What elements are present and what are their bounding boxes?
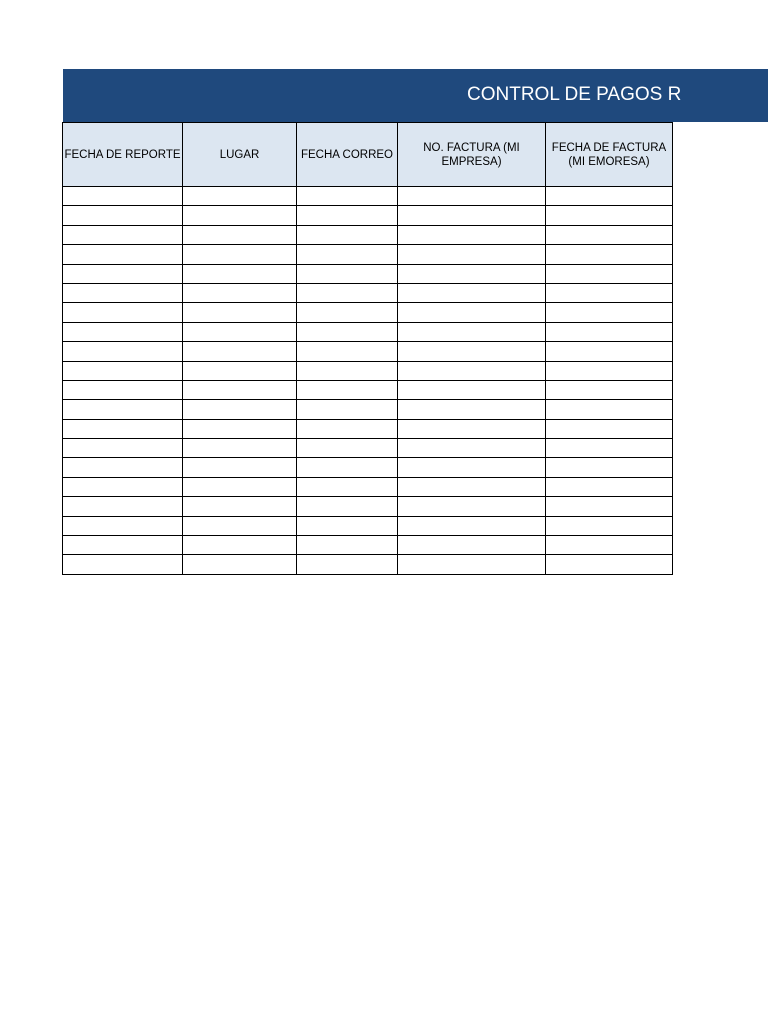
table-cell[interactable]	[63, 187, 183, 206]
table-row	[63, 458, 673, 477]
table-cell[interactable]	[183, 380, 297, 399]
table-cell[interactable]	[546, 555, 673, 574]
header-fecha-factura[interactable]: FECHA DE FACTURA (MI EMORESA)	[546, 123, 673, 187]
table-cell[interactable]	[297, 439, 398, 458]
table-cell[interactable]	[63, 555, 183, 574]
table-cell[interactable]	[63, 245, 183, 264]
table-cell[interactable]	[297, 400, 398, 419]
table-cell[interactable]	[546, 458, 673, 477]
table-cell[interactable]	[297, 361, 398, 380]
table-cell[interactable]	[63, 361, 183, 380]
table-cell[interactable]	[297, 497, 398, 516]
table-cell[interactable]	[546, 187, 673, 206]
table-cell[interactable]	[398, 187, 546, 206]
table-cell[interactable]	[546, 380, 673, 399]
table-cell[interactable]	[63, 497, 183, 516]
table-row	[63, 439, 673, 458]
table-cell[interactable]	[546, 303, 673, 322]
table-cell[interactable]	[63, 303, 183, 322]
table-row	[63, 303, 673, 322]
table-row	[63, 477, 673, 496]
table-cell[interactable]	[398, 516, 546, 535]
table-cell[interactable]	[546, 400, 673, 419]
table-cell[interactable]	[183, 477, 297, 496]
table-cell[interactable]	[63, 536, 183, 555]
table-cell[interactable]	[183, 419, 297, 438]
table-row	[63, 206, 673, 225]
table-cell[interactable]	[398, 283, 546, 302]
table-cell[interactable]	[297, 264, 398, 283]
title-banner	[63, 69, 768, 122]
table-cell[interactable]	[183, 497, 297, 516]
table-row	[63, 264, 673, 283]
table-cell[interactable]	[398, 245, 546, 264]
table-cell[interactable]	[546, 419, 673, 438]
table-cell[interactable]	[63, 322, 183, 341]
table-cell[interactable]	[183, 303, 297, 322]
table-cell[interactable]	[297, 187, 398, 206]
table-cell[interactable]	[63, 225, 183, 244]
table-row	[63, 225, 673, 244]
table-cell[interactable]	[63, 264, 183, 283]
table-cell[interactable]	[183, 264, 297, 283]
table-row	[63, 419, 673, 438]
table-cell[interactable]	[297, 245, 398, 264]
table-cell[interactable]	[546, 342, 673, 361]
table-row	[63, 361, 673, 380]
table-cell[interactable]	[183, 187, 297, 206]
table-cell[interactable]	[297, 419, 398, 438]
table-row	[63, 283, 673, 302]
table-cell[interactable]	[297, 380, 398, 399]
table-cell[interactable]	[398, 342, 546, 361]
table-cell[interactable]	[398, 322, 546, 341]
table-cell[interactable]	[297, 536, 398, 555]
table-row	[63, 536, 673, 555]
table-cell[interactable]	[398, 458, 546, 477]
table-row	[63, 380, 673, 399]
table-cell[interactable]	[183, 516, 297, 535]
header-row	[63, 123, 673, 187]
table-cell[interactable]	[546, 497, 673, 516]
table-cell[interactable]	[63, 283, 183, 302]
table-row	[63, 555, 673, 574]
table-cell[interactable]	[398, 225, 546, 244]
table-row	[63, 516, 673, 535]
table-cell[interactable]	[183, 225, 297, 244]
table-cell[interactable]	[398, 303, 546, 322]
table-cell[interactable]	[183, 245, 297, 264]
table-cell[interactable]	[398, 477, 546, 496]
table-cell[interactable]	[546, 439, 673, 458]
table-cell[interactable]	[183, 283, 297, 302]
header-lugar[interactable]: LUGAR	[183, 123, 297, 187]
table-cell[interactable]	[297, 516, 398, 535]
table-cell[interactable]	[398, 361, 546, 380]
table-cell[interactable]	[63, 458, 183, 477]
header-no-factura[interactable]: NO. FACTURA (MI EMPRESA)	[398, 123, 546, 187]
table-cell[interactable]	[297, 303, 398, 322]
table-cell[interactable]	[183, 458, 297, 477]
table-row	[63, 400, 673, 419]
table-cell[interactable]	[63, 400, 183, 419]
table-cell[interactable]	[398, 206, 546, 225]
table-cell[interactable]	[546, 477, 673, 496]
table-cell[interactable]	[297, 206, 398, 225]
table-cell[interactable]	[183, 536, 297, 555]
table-cell[interactable]	[63, 516, 183, 535]
table-cell[interactable]	[183, 322, 297, 341]
header-fecha-reporte[interactable]: FECHA DE REPORTE	[63, 123, 183, 187]
table-row	[63, 342, 673, 361]
table-cell[interactable]	[63, 342, 183, 361]
table-cell[interactable]	[63, 419, 183, 438]
table-cell[interactable]	[546, 264, 673, 283]
table-cell[interactable]	[398, 497, 546, 516]
table-cell[interactable]	[398, 380, 546, 399]
table-cell[interactable]	[398, 419, 546, 438]
table-cell[interactable]	[546, 516, 673, 535]
payments-table	[62, 122, 673, 575]
table-cell[interactable]	[297, 342, 398, 361]
table-cell[interactable]	[297, 458, 398, 477]
table-cell[interactable]	[398, 536, 546, 555]
table-row	[63, 497, 673, 516]
table-cell[interactable]	[546, 245, 673, 264]
table-cell[interactable]	[398, 264, 546, 283]
table-cell[interactable]	[183, 206, 297, 225]
table-cell[interactable]	[63, 380, 183, 399]
table-cell[interactable]	[297, 555, 398, 574]
page-title: CONTROL DE PAGOS R	[467, 84, 682, 105]
table-cell[interactable]	[183, 342, 297, 361]
table-cell[interactable]	[297, 477, 398, 496]
table-cell[interactable]	[297, 283, 398, 302]
table-cell[interactable]	[297, 322, 398, 341]
table-cell[interactable]	[63, 477, 183, 496]
table-row	[63, 245, 673, 264]
table-cell[interactable]	[546, 361, 673, 380]
table-cell[interactable]	[546, 283, 673, 302]
table-cell[interactable]	[183, 400, 297, 419]
table-cell[interactable]	[297, 225, 398, 244]
table-cell[interactable]	[546, 536, 673, 555]
table-cell[interactable]	[546, 322, 673, 341]
table-cell[interactable]	[183, 555, 297, 574]
table-cell[interactable]	[183, 361, 297, 380]
table-cell[interactable]	[546, 225, 673, 244]
header-fecha-correo[interactable]: FECHA CORREO	[297, 123, 398, 187]
table-cell[interactable]	[398, 555, 546, 574]
table-cell[interactable]	[63, 206, 183, 225]
table-cell[interactable]	[398, 400, 546, 419]
table-row	[63, 322, 673, 341]
table-cell[interactable]	[546, 206, 673, 225]
table-cell[interactable]	[63, 439, 183, 458]
table-row	[63, 187, 673, 206]
table-cell[interactable]	[398, 439, 546, 458]
table-cell[interactable]	[183, 439, 297, 458]
